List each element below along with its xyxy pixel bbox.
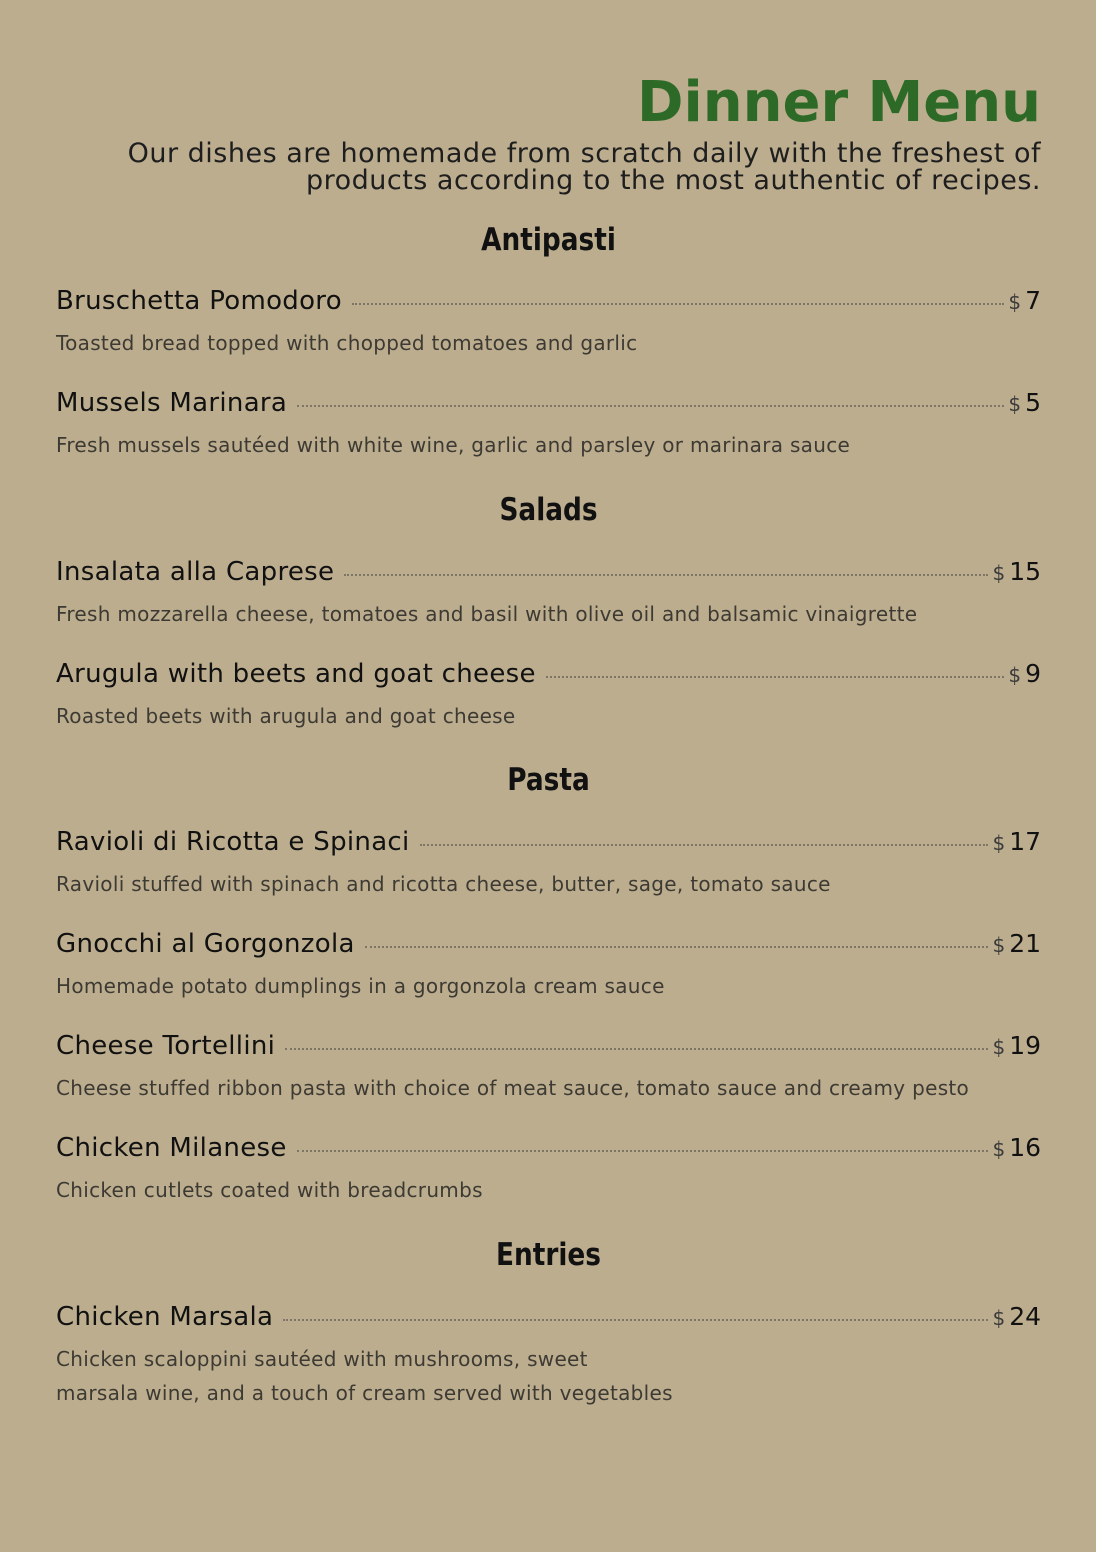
item-description: Chicken scaloppini sautéed with mushrooms, sweet — [56, 1347, 588, 1371]
menu-tagline: Our dishes are homemade from scratch daily with the freshest of products according to the most authentic of recipes. — [127, 138, 1041, 196]
currency-symbol: $ — [992, 1035, 1006, 1059]
item-name: Chicken Milanese — [56, 1133, 287, 1163]
section-title-pasta: Pasta — [507, 762, 590, 798]
currency-symbol: $ — [992, 1137, 1006, 1161]
item-price — [1008, 388, 1041, 417]
currency-symbol: $ — [1008, 392, 1022, 416]
menu-item — [56, 1031, 1041, 1105]
price-amount: 5 — [1025, 388, 1041, 417]
item-description: Roasted beets with arugula and goat cheese — [56, 704, 516, 728]
item-description: Ravioli stuffed with spinach and ricotta cheese, butter, sage, tomato sauce — [56, 872, 831, 896]
dot-leader — [297, 405, 1004, 407]
menu-title: Dinner Menu — [637, 70, 1041, 135]
item-name: Chicken Marsala — [56, 1302, 274, 1332]
item-price — [992, 929, 1041, 958]
menu-item — [56, 557, 1041, 631]
menu-item — [56, 1302, 1041, 1410]
menu-item — [56, 286, 1041, 360]
menu-item — [56, 659, 1041, 733]
price-amount: 15 — [1009, 557, 1041, 586]
price-amount: 19 — [1009, 1031, 1041, 1060]
menu-item — [56, 929, 1041, 1003]
price-amount: 24 — [1009, 1302, 1041, 1331]
dot-leader — [365, 946, 989, 948]
dot-leader — [546, 676, 1005, 678]
item-name: Gnocchi al Gorgonzola — [56, 929, 355, 959]
dot-leader — [420, 844, 989, 846]
currency-symbol: $ — [992, 1306, 1006, 1330]
item-price — [1008, 659, 1041, 688]
section-title-antipasti: Antipasti — [481, 222, 616, 258]
price-amount: 7 — [1025, 286, 1041, 315]
currency-symbol: $ — [1008, 290, 1022, 314]
menu-item — [56, 1133, 1041, 1207]
menu-item — [56, 827, 1041, 901]
item-price — [992, 827, 1041, 856]
dot-leader — [297, 1150, 989, 1152]
item-name: Bruschetta Pomodoro — [56, 286, 342, 316]
price-amount: 17 — [1009, 827, 1041, 856]
currency-symbol: $ — [992, 933, 1006, 957]
currency-symbol: $ — [1008, 663, 1022, 687]
currency-symbol: $ — [992, 831, 1006, 855]
price-amount: 9 — [1025, 659, 1041, 688]
item-description: Homemade potato dumplings in a gorgonzola cream sauce — [56, 974, 665, 998]
price-amount: 16 — [1009, 1133, 1041, 1162]
dot-leader — [283, 1319, 988, 1321]
item-description: Chicken cutlets coated with breadcrumbs — [56, 1178, 483, 1202]
section-title-salads: Salads — [499, 492, 598, 528]
item-price — [1008, 286, 1041, 315]
item-name: Ravioli di Ricotta e Spinaci — [56, 827, 410, 857]
dot-leader — [285, 1048, 988, 1050]
item-name: Mussels Marinara — [56, 388, 288, 418]
dot-leader — [344, 574, 988, 576]
menu-item — [56, 388, 1041, 462]
item-description: Fresh mozzarella cheese, tomatoes and basil with olive oil and balsamic vinaigrette — [56, 602, 918, 626]
item-price — [992, 1302, 1041, 1331]
item-name: Cheese Tortellini — [56, 1031, 276, 1061]
dot-leader — [352, 303, 1004, 305]
item-description: Fresh mussels sautéed with white wine, garlic and parsley or marinara sauce — [56, 433, 851, 457]
item-name: Arugula with beets and goat cheese — [56, 659, 536, 689]
item-description: Cheese stuffed ribbon pasta with choice of meat sauce, tomato sauce and creamy pesto — [56, 1076, 970, 1100]
item-description: Toasted bread topped with chopped tomatoes and garlic — [56, 331, 638, 355]
section-title-entries: Entries — [496, 1237, 601, 1273]
item-name: Insalata alla Caprese — [56, 557, 335, 587]
item-price — [992, 557, 1041, 586]
item-description-line-2: marsala wine, and a touch of cream served with vegetables — [56, 1381, 673, 1405]
currency-symbol: $ — [992, 561, 1006, 585]
item-price — [992, 1133, 1041, 1162]
item-price — [992, 1031, 1041, 1060]
price-amount: 21 — [1009, 929, 1041, 958]
